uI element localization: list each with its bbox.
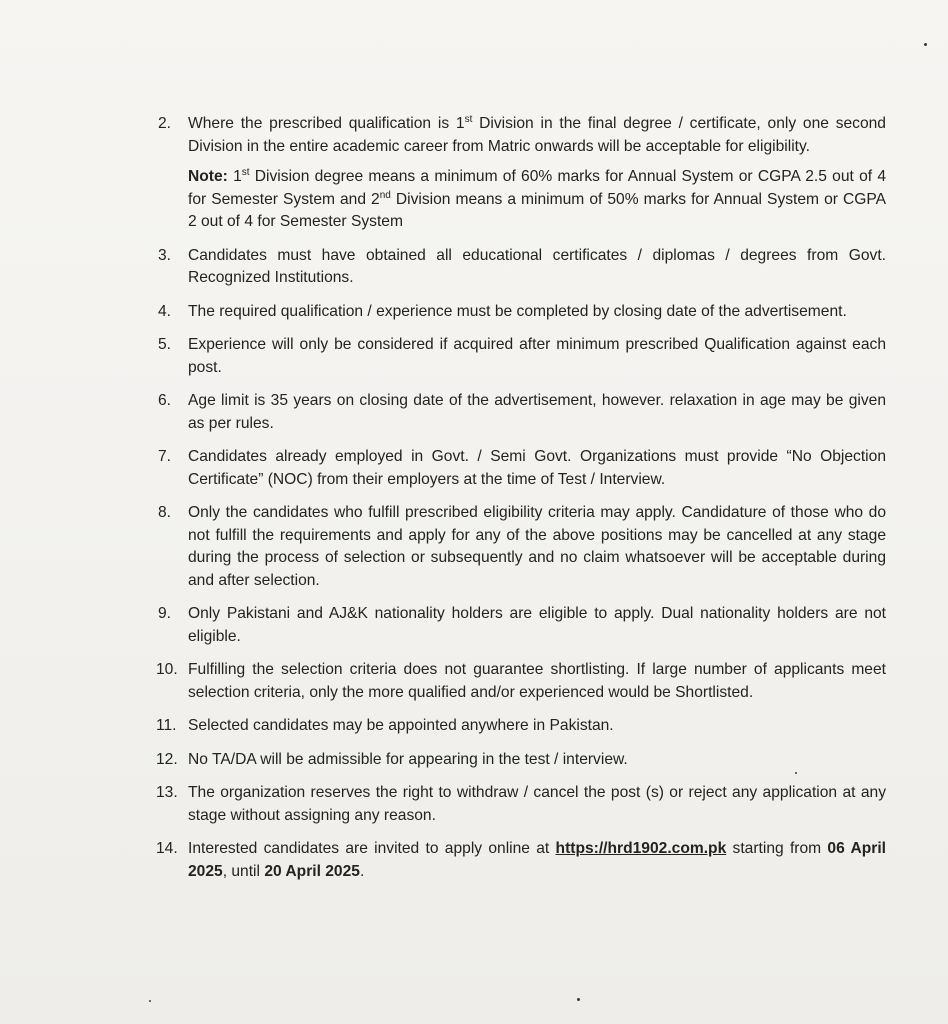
- item-text: The required qualification / experience must be completed by closing date of the advertisement.: [188, 302, 847, 320]
- item-text: Selected candidates may be appointed anywhere in Pakistan.: [188, 717, 614, 734]
- item-text: Candidates already employed in Govt. / Semi Govt. Organizations must provide “No Objection Certificate” (NOC) from their employers at the time of Test / Interview.: [188, 448, 886, 488]
- list-item: [158, 782, 886, 827]
- item-text: .: [359, 862, 365, 880]
- note-text: Division means a minimum of 50% marks for Annual System or CGPA 2 out of 4 for Semester System: [188, 190, 886, 230]
- list-item: [158, 301, 886, 324]
- ordinal-sup: st: [241, 167, 250, 178]
- scan-speck: [924, 43, 927, 46]
- item-number: 7.: [158, 448, 172, 465]
- scan-speck: [149, 1000, 151, 1002]
- item-number: 12.: [156, 750, 178, 768]
- item-text: No TA/DA will be admissible for appearing in the test / interview.: [188, 750, 628, 768]
- item-number: 6.: [158, 392, 172, 409]
- list-item: [158, 245, 886, 290]
- item-text: Candidates must have obtained all educational certificates / diplomas / degrees from Govt. Recognized Institutions.: [188, 246, 886, 286]
- scan-speck: [577, 998, 580, 1001]
- item-text: Fulfilling the selection criteria does not guarantee shortlisting. If large number of applicants meet selection criteria, only the more qualified and/or experienced would be Shortlisted.: [188, 661, 886, 701]
- start-date: 06 April 2025: [188, 840, 886, 880]
- item-text: Where the prescribed qualification is 1: [188, 115, 465, 132]
- item-number: 5.: [158, 336, 172, 353]
- item-text: Interested candidates are invited to apply online at: [188, 840, 556, 857]
- scan-speck: [795, 772, 797, 774]
- list-item: [158, 749, 886, 772]
- note-text: Division degree means a minimum of 60% marks for Annual System or CGPA 2.5 out of 4 for Semester System and 2: [188, 168, 886, 208]
- item-number: 11.: [156, 717, 177, 734]
- item-number: 9.: [158, 605, 172, 622]
- list-item: [158, 446, 886, 491]
- item-number: 13.: [156, 784, 178, 801]
- item-text: Only the candidates who fulfill prescribed eligibility criteria may apply. Candidature of those who do not fulfill the requirements and apply for any of the above positions may be cancelled at any stage during the process of selection or subsequently and no claim whatsoever will be acceptable during and after selection.: [188, 504, 886, 589]
- item-text: The organization reserves the right to withdraw / cancel the post (s) or reject any application at any stage without assigning any reason.: [188, 784, 886, 824]
- item-number: 14.: [156, 840, 178, 857]
- apply-link[interactable]: https://hrd1902.com.pk: [555, 840, 727, 857]
- item-text: Experience will only be considered if acquired after minimum prescribed Qualification against each post.: [188, 336, 886, 376]
- list-item: [158, 603, 886, 648]
- list-item: [158, 113, 886, 234]
- item-text: Division in the final degree / certificate, only one second Division in the entire academic career from Matric onwards will be acceptable for eligibility.: [188, 115, 886, 155]
- item-number: 8.: [158, 504, 172, 521]
- ordinal-sup: st: [464, 114, 473, 125]
- item-number: 4.: [158, 302, 172, 320]
- note-paragraph: [188, 166, 886, 234]
- list-item: [158, 390, 886, 435]
- end-date: 20 April 2025: [264, 862, 360, 880]
- eligibility-list: [158, 113, 886, 894]
- item-text: starting from: [726, 840, 828, 857]
- item-number: 10.: [156, 661, 178, 678]
- item-text: , until: [222, 862, 265, 880]
- note-label: Note:: [188, 168, 228, 185]
- list-item: [158, 334, 886, 379]
- list-item: [158, 502, 886, 592]
- list-item: [158, 659, 886, 704]
- list-item: [158, 838, 886, 883]
- list-item: [158, 715, 886, 738]
- note-text: 1: [227, 168, 242, 185]
- item-number: 2.: [158, 115, 172, 132]
- ordinal-sup: nd: [379, 189, 391, 201]
- item-text: Age limit is 35 years on closing date of the advertisement, however. relaxation in age may be given as per rules.: [188, 392, 886, 432]
- item-text: Only Pakistani and AJ&K nationality holders are eligible to apply. Dual nationality holders are not eligible.: [188, 605, 886, 645]
- item-number: 3.: [158, 246, 172, 264]
